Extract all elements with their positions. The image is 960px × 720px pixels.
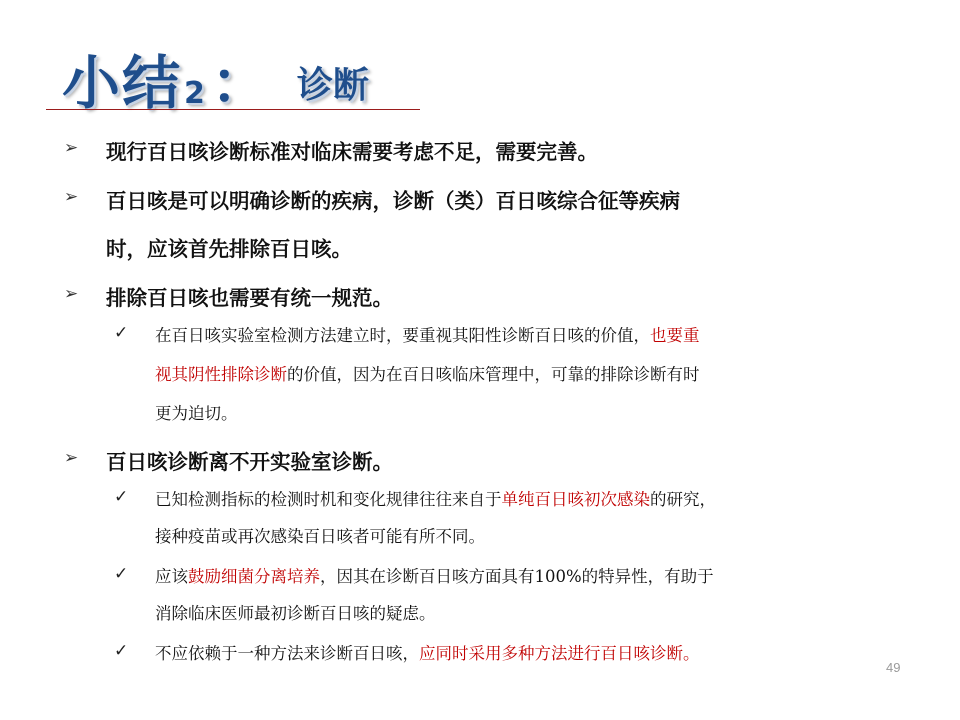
- arrow-bullet-icon: ➢: [64, 138, 79, 158]
- arrow-bullet-icon: ➢: [64, 187, 79, 207]
- sub-4-line-1: [155, 640, 700, 664]
- sub-2-line-2: 接种疫苗或再次感染百日咳者可能有所不同。: [155, 527, 485, 546]
- sub-3-line-1: [155, 563, 714, 587]
- sub-1-line-2-normal: 的价值，因为在百日咳临床管理中，可靠的排除诊断有时: [287, 365, 700, 384]
- title-number: 2: [184, 76, 205, 111]
- bullet-3-text: 排除百日咳也需要有统一规范。: [106, 286, 393, 310]
- bullet-2-line-1: 百日咳是可以明确诊断的疾病，诊断（类）百日咳综合征等疾病: [106, 189, 680, 213]
- checkmark-icon: ✓: [114, 487, 129, 507]
- bullet-1-text: 现行百日咳诊断标准对临床需要考虑不足，需要完善。: [106, 140, 598, 164]
- sub-4-line-1-normal: 不应依赖于一种方法来诊断百日咳，: [155, 644, 419, 663]
- sub-1-line-1-emphasis: 也要重: [650, 326, 700, 345]
- sub-1-line-1: [155, 322, 700, 346]
- sub-1-line-2: [155, 361, 700, 385]
- sub-4-line-1-emphasis: 应同时采用多种方法进行百日咳诊断。: [419, 644, 700, 663]
- checkmark-icon: ✓: [114, 323, 129, 343]
- sub-3-line-1-end: ，因其在诊断百日咳方面具有100%的特异性，有助于: [320, 567, 714, 586]
- arrow-bullet-icon: ➢: [64, 284, 79, 304]
- sub-3-line-1-emphasis: 鼓励细菌分离培养: [188, 567, 320, 586]
- sub-3-line-1-start: 应该: [155, 567, 188, 586]
- sub-1-line-1-normal: 在百日咳实验室检测方法建立时，要重视其阳性诊断百日咳的价值，: [155, 326, 650, 345]
- sub-2-line-1-end: 的研究，: [650, 490, 716, 509]
- sub-1-line-3: 更为迫切。: [155, 404, 238, 423]
- arrow-bullet-icon: ➢: [64, 448, 79, 468]
- page-number: 49: [886, 660, 901, 675]
- bullet-4-text: 百日咳诊断离不开实验室诊断。: [106, 450, 393, 474]
- sub-1-line-2-emphasis: 视其阴性排除诊断: [155, 365, 287, 384]
- sub-2-line-1-emphasis: 单纯百日咳初次感染: [501, 490, 650, 509]
- title-subtitle: 诊断: [296, 65, 369, 106]
- sub-2-line-1: [155, 486, 716, 510]
- title-main: 小结: [62, 49, 183, 117]
- checkmark-icon: ✓: [114, 641, 129, 661]
- sub-2-line-1-normal: 已知检测指标的检测时机和变化规律往往来自于: [155, 490, 502, 509]
- title-colon: ：: [210, 49, 269, 117]
- bullet-2-line-2: 时，应该首先排除百日咳。: [106, 237, 352, 261]
- sub-3-line-2: 消除临床医师最初诊断百日咳的疑虑。: [155, 604, 436, 623]
- checkmark-icon: ✓: [114, 564, 129, 584]
